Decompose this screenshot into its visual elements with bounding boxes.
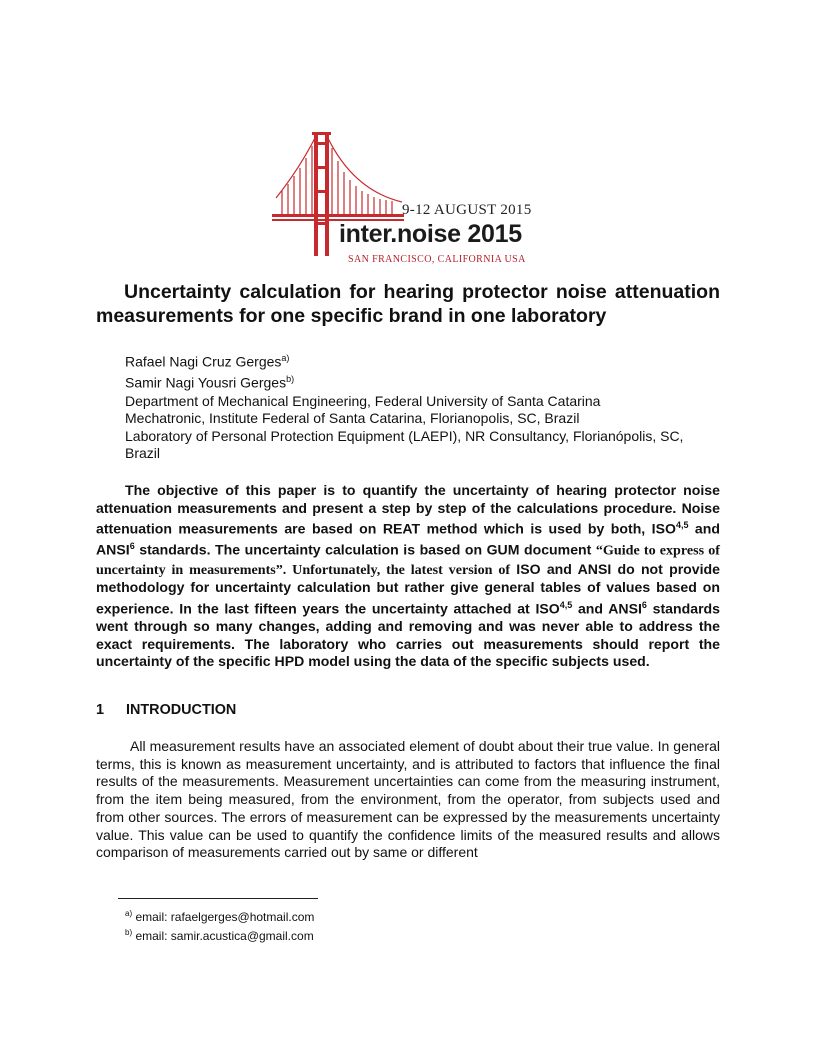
citation-mark: 4,5 <box>675 520 689 531</box>
section-number: 1 <box>96 702 105 718</box>
author-mark: b) <box>286 374 295 385</box>
citation-mark: 6 <box>641 599 647 610</box>
footnote-divider <box>118 898 318 899</box>
footnote <box>125 925 314 944</box>
section-title: INTRODUCTION <box>126 702 237 718</box>
footnote-mark: b) <box>125 928 133 937</box>
conference-logo <box>272 128 548 268</box>
conference-date: 9-12 AUGUST 2015 <box>402 202 532 218</box>
affiliation: Department of Mechanical Engineering, Federal University of Santa Catarina <box>125 392 601 409</box>
abstract-text: and ANSI <box>96 520 720 559</box>
author-name: Samir Nagi Yousri Gerges <box>125 374 287 391</box>
author-line <box>125 371 720 392</box>
abstract-text: standards went through so many changes, adding and removing and was never able to address the exact requirements. The laboratory who carries out measurements should report the uncertainty of the specific HPD model using the data of the specific subjects used. <box>96 600 721 670</box>
author-name: Rafael Nagi Cruz Gerges <box>125 353 282 370</box>
footnote-email: email: samir.acustica@gmail.com <box>132 929 314 943</box>
author-line <box>125 350 720 371</box>
abstract-text: ISO and ANSI do not provide methodology for uncertainty calculation but rather give general tables of values based on experience. In the last fifteen years the uncertainty attached at ISO <box>96 560 720 617</box>
abstract-text: standards. The uncertainty calculation is based on GUM document <box>134 542 596 559</box>
footnote-mark: a) <box>125 909 133 918</box>
citation-mark: 6 <box>129 541 135 552</box>
abstract <box>96 482 720 671</box>
abstract-text: “Guide to express of uncertainty in measurements”. Unfortunately, the latest version of <box>96 543 720 578</box>
author-block <box>125 350 720 463</box>
footnote-email: email: rafaelgerges@hotmail.com <box>132 910 315 924</box>
abstract-text: and ANSI <box>572 600 642 617</box>
conference-brand: inter.noise 2015 <box>339 220 522 248</box>
paper-title: Uncertainty calculation for hearing protector noise attenuation measurements for one specific brand in one laboratory <box>96 281 720 327</box>
footnotes <box>125 906 314 944</box>
author-mark: a) <box>281 353 290 363</box>
abstract-text: The objective of this paper is to quantify the uncertainty of hearing protector noise attenuation measurements and present a step by step of the calculations procedure. Noise attenuation measurements are based on REAT method which is used by both, ISO <box>96 482 720 537</box>
affiliation: Mechatronic, Institute Federal of Santa Catarina, Florianopolis, SC, Brazil <box>125 410 580 427</box>
footnote <box>125 906 314 925</box>
affiliation: Laboratory of Personal Protection Equipment (LAEPI), NR Consultancy, Florianópolis, SC, Brazil <box>125 427 684 462</box>
citation-mark: 4,5 <box>559 599 573 610</box>
section-heading <box>96 702 236 718</box>
conference-location: SAN FRANCISCO, CALIFORNIA USA <box>348 254 526 265</box>
introduction-paragraph: All measurement results have an associated element of doubt about their true value. In general terms, this is known as measurement uncertainty, and is attributed to factors that influence the final results of the measurements. Measurement uncertainties can come from the measuring instrument, from the item being measured, from the environment, from the operator, from subjects used and from other sources. The errors of measurement can be expressed by the measurements uncertainty value. This value can be used to quantify the confidence limits of the measured results and allows comparison of measurements carried out by same or different <box>96 738 720 861</box>
